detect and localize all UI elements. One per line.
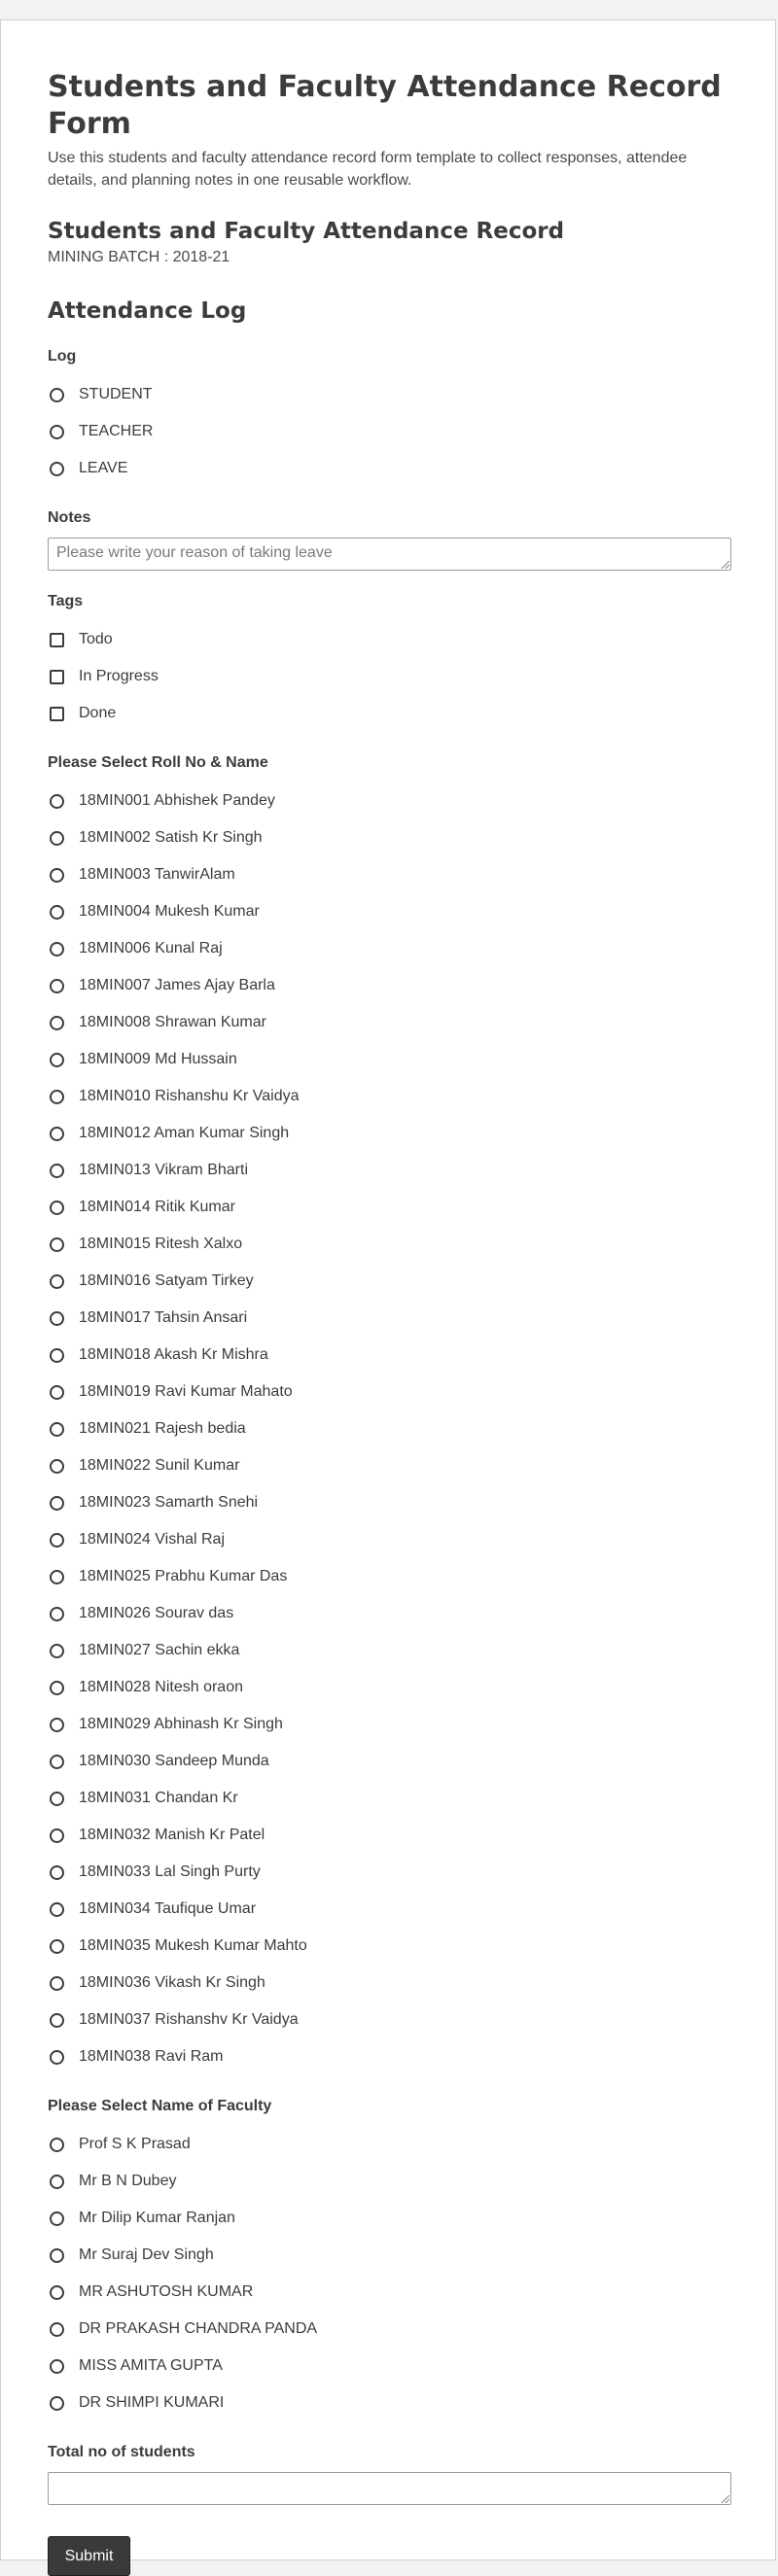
student-option[interactable] xyxy=(48,1004,731,1041)
faculty-option-label: MISS AMITA GUPTA xyxy=(79,2357,223,2374)
student-option[interactable] xyxy=(48,1447,731,1484)
radio-circle-icon[interactable] xyxy=(50,2138,64,2152)
student-option[interactable] xyxy=(48,1078,731,1115)
radio-circle-icon[interactable] xyxy=(50,2050,64,2065)
student-option-label: 18MIN015 Ritesh Xalxo xyxy=(79,1236,243,1252)
radio-circle-icon[interactable] xyxy=(50,1533,64,1548)
checkbox-square-icon[interactable] xyxy=(50,633,64,647)
student-option-label: 18MIN031 Chandan Kr xyxy=(79,1790,238,1806)
faculty-option-label: DR SHIMPI KUMARI xyxy=(79,2394,225,2411)
radio-circle-icon[interactable] xyxy=(50,1127,64,1141)
submit-button[interactable]: Submit xyxy=(48,2536,130,2576)
student-option[interactable] xyxy=(48,1115,731,1152)
radio-circle-icon[interactable] xyxy=(50,1902,64,1917)
log-field-label: Log xyxy=(48,348,77,365)
attendance-log-title: Attendance Log xyxy=(48,298,247,324)
log-option[interactable] xyxy=(48,450,731,487)
log-option-label: LEAVE xyxy=(79,460,128,476)
total-students-textarea[interactable] xyxy=(48,2472,731,2505)
student-option[interactable] xyxy=(48,1669,731,1706)
student-option-label: 18MIN036 Vikash Kr Singh xyxy=(79,1974,265,1991)
radio-circle-icon[interactable] xyxy=(50,1274,64,1289)
radio-circle-icon[interactable] xyxy=(50,1792,64,1806)
radio-circle-icon[interactable] xyxy=(50,1570,64,1584)
student-option[interactable] xyxy=(48,783,731,819)
radio-circle-icon[interactable] xyxy=(50,1459,64,1474)
form-description: Use this students and faculty attendance record form template to collect responses, attendee details, and planning notes in one reusable workflow. xyxy=(48,150,688,189)
student-option-label: 18MIN009 Md Hussain xyxy=(79,1051,237,1067)
student-option-label: 18MIN032 Manish Kr Patel xyxy=(79,1827,265,1843)
students-field-label: Please Select Roll No & Name xyxy=(48,754,268,771)
tag-option-label: In Progress xyxy=(79,668,159,684)
tag-option-label: Todo xyxy=(79,631,113,647)
student-option[interactable] xyxy=(48,1263,731,1300)
student-option-label: 18MIN025 Prabhu Kumar Das xyxy=(79,1568,288,1584)
student-option[interactable] xyxy=(48,930,731,967)
student-option-label: 18MIN030 Sandeep Munda xyxy=(79,1753,269,1769)
log-options xyxy=(48,376,731,487)
student-option[interactable] xyxy=(48,1854,731,1891)
student-option-label: 18MIN034 Taufique Umar xyxy=(79,1900,257,1917)
radio-circle-icon[interactable] xyxy=(50,1016,64,1030)
student-option[interactable] xyxy=(48,1706,731,1743)
student-option[interactable] xyxy=(48,1226,731,1263)
tag-option-label: Done xyxy=(79,705,117,721)
log-option[interactable] xyxy=(48,413,731,450)
student-option-label: 18MIN002 Satish Kr Singh xyxy=(79,829,263,846)
radio-circle-icon[interactable] xyxy=(50,1681,64,1695)
radio-circle-icon[interactable] xyxy=(50,1311,64,1326)
student-option-label: 18MIN010 Rishanshu Kr Vaidya xyxy=(79,1088,300,1104)
radio-circle-icon[interactable] xyxy=(50,868,64,883)
radio-circle-icon[interactable] xyxy=(50,942,64,957)
radio-circle-icon[interactable] xyxy=(50,1053,64,1067)
radio-circle-icon[interactable] xyxy=(50,462,64,476)
student-option-label: 18MIN022 Sunil Kumar xyxy=(79,1457,240,1474)
student-option-label: 18MIN038 Ravi Ram xyxy=(79,2048,224,2065)
faculty-option[interactable] xyxy=(48,2163,731,2200)
faculty-option-label: Mr Dilip Kumar Ranjan xyxy=(79,2210,235,2226)
student-option[interactable] xyxy=(48,2038,731,2075)
radio-circle-icon[interactable] xyxy=(50,2175,64,2189)
radio-circle-icon[interactable] xyxy=(50,831,64,846)
tags-field-label: Tags xyxy=(48,593,84,609)
student-option[interactable] xyxy=(48,1743,731,1780)
radio-circle-icon[interactable] xyxy=(50,1422,64,1437)
radio-circle-icon[interactable] xyxy=(50,1237,64,1252)
radio-circle-icon[interactable] xyxy=(50,1865,64,1880)
student-option[interactable] xyxy=(48,1928,731,1965)
student-option[interactable] xyxy=(48,819,731,856)
total-students-input-wrapper xyxy=(48,2472,731,2505)
student-option-label: 18MIN023 Samarth Snehi xyxy=(79,1494,259,1511)
student-option[interactable] xyxy=(48,1780,731,1817)
attendance-form xyxy=(48,69,731,2576)
student-option-label: 18MIN026 Sourav das xyxy=(79,1605,234,1621)
radio-circle-icon[interactable] xyxy=(50,2322,64,2337)
faculty-option[interactable] xyxy=(48,2348,731,2385)
radio-circle-icon[interactable] xyxy=(50,425,64,439)
radio-circle-icon[interactable] xyxy=(50,2013,64,2028)
radio-circle-icon[interactable] xyxy=(50,2211,64,2226)
student-option[interactable] xyxy=(48,856,731,893)
radio-circle-icon[interactable] xyxy=(50,2359,64,2374)
student-option-label: 18MIN037 Rishanshv Kr Vaidya xyxy=(79,2011,299,2028)
faculty-option[interactable] xyxy=(48,2385,731,2421)
radio-circle-icon[interactable] xyxy=(50,1164,64,1178)
student-option[interactable] xyxy=(48,1817,731,1854)
radio-circle-icon[interactable] xyxy=(50,1828,64,1843)
log-option-label: STUDENT xyxy=(79,386,153,402)
student-option[interactable] xyxy=(48,1632,731,1669)
radio-circle-icon[interactable] xyxy=(50,1348,64,1363)
student-option[interactable] xyxy=(48,893,731,930)
faculty-option[interactable] xyxy=(48,2237,731,2274)
notes-textarea[interactable] xyxy=(48,538,731,571)
notes-field-label: Notes xyxy=(48,509,91,526)
faculty-option-label: Mr B N Dubey xyxy=(79,2173,177,2189)
record-section-title: Students and Faculty Attendance Record xyxy=(48,219,565,244)
student-option-label: 18MIN001 Abhishek Pandey xyxy=(79,792,275,809)
tags-options xyxy=(48,621,731,732)
student-option-label: 18MIN003 TanwirAlam xyxy=(79,866,235,883)
radio-circle-icon[interactable] xyxy=(50,1607,64,1621)
radio-circle-icon[interactable] xyxy=(50,1718,64,1732)
radio-circle-icon[interactable] xyxy=(50,1939,64,1954)
student-option-label: 18MIN035 Mukesh Kumar Mahto xyxy=(79,1937,307,1954)
radio-circle-icon[interactable] xyxy=(50,1755,64,1769)
student-option[interactable] xyxy=(48,1558,731,1595)
student-option-label: 18MIN033 Lal Singh Purty xyxy=(79,1863,261,1880)
tag-option[interactable] xyxy=(48,658,731,695)
faculty-option[interactable] xyxy=(48,2311,731,2348)
student-option-label: 18MIN019 Ravi Kumar Mahato xyxy=(79,1383,293,1400)
radio-circle-icon[interactable] xyxy=(50,2248,64,2263)
radio-circle-icon[interactable] xyxy=(50,1385,64,1400)
student-option[interactable] xyxy=(48,1189,731,1226)
log-option-label: TEACHER xyxy=(79,423,154,439)
student-option-label: 18MIN006 Kunal Raj xyxy=(79,940,223,957)
faculty-field-label: Please Select Name of Faculty xyxy=(48,2098,272,2114)
radio-circle-icon[interactable] xyxy=(50,2396,64,2411)
student-option-label: 18MIN018 Akash Kr Mishra xyxy=(79,1346,268,1363)
form-page xyxy=(0,19,776,2564)
student-option[interactable] xyxy=(48,2002,731,2038)
faculty-option[interactable] xyxy=(48,2200,731,2237)
student-option-label: 18MIN021 Rajesh bedia xyxy=(79,1420,246,1437)
student-option-label: 18MIN024 Vishal Raj xyxy=(79,1531,226,1548)
radio-circle-icon[interactable] xyxy=(50,794,64,809)
radio-circle-icon[interactable] xyxy=(50,1496,64,1511)
checkbox-square-icon[interactable] xyxy=(50,707,64,721)
faculty-option-label: MR ASHUTOSH KUMAR xyxy=(79,2283,254,2300)
student-option[interactable] xyxy=(48,1337,731,1374)
batch-subtitle: MINING BATCH : 2018-21 xyxy=(48,249,230,265)
radio-circle-icon[interactable] xyxy=(50,1644,64,1658)
radio-circle-icon[interactable] xyxy=(50,2285,64,2300)
student-option-label: 18MIN014 Ritik Kumar xyxy=(79,1199,235,1215)
student-option-label: 18MIN007 James Ajay Barla xyxy=(79,977,275,993)
log-option[interactable] xyxy=(48,376,731,413)
student-option-label: 18MIN012 Aman Kumar Singh xyxy=(79,1125,290,1141)
student-option[interactable] xyxy=(48,1891,731,1928)
student-option[interactable] xyxy=(48,1041,731,1078)
student-option[interactable] xyxy=(48,1374,731,1410)
faculty-option[interactable] xyxy=(48,2274,731,2311)
faculty-options xyxy=(48,2126,731,2421)
student-option[interactable] xyxy=(48,1521,731,1558)
faculty-option-label: Mr Suraj Dev Singh xyxy=(79,2246,214,2263)
tag-option[interactable] xyxy=(48,621,731,658)
faculty-option-label: Prof S K Prasad xyxy=(79,2136,191,2152)
total-students-label: Total no of students xyxy=(48,2444,195,2460)
student-option-label: 18MIN008 Shrawan Kumar xyxy=(79,1014,266,1030)
radio-circle-icon[interactable] xyxy=(50,1976,64,1991)
tag-option[interactable] xyxy=(48,695,731,732)
radio-circle-icon[interactable] xyxy=(50,1090,64,1104)
radio-circle-icon[interactable] xyxy=(50,1201,64,1215)
student-option[interactable] xyxy=(48,967,731,1004)
student-option-label: 18MIN027 Sachin ekka xyxy=(79,1642,240,1658)
student-option[interactable] xyxy=(48,1152,731,1189)
student-option-label: 18MIN013 Vikram Bharti xyxy=(79,1162,248,1178)
student-option-label: 18MIN028 Nitesh oraon xyxy=(79,1679,243,1695)
radio-circle-icon[interactable] xyxy=(50,979,64,993)
student-option-label: 18MIN016 Satyam Tirkey xyxy=(79,1272,254,1289)
faculty-option-label: DR PRAKASH CHANDRA PANDA xyxy=(79,2320,318,2337)
student-option[interactable] xyxy=(48,1484,731,1521)
notes-input-wrapper xyxy=(48,538,731,571)
student-options xyxy=(48,783,731,2075)
student-option[interactable] xyxy=(48,1300,731,1337)
student-option-label: 18MIN017 Tahsin Ansari xyxy=(79,1309,248,1326)
form-title: Students and Faculty Attendance Record Form xyxy=(48,70,722,141)
student-option[interactable] xyxy=(48,1595,731,1632)
radio-circle-icon[interactable] xyxy=(50,905,64,920)
student-option[interactable] xyxy=(48,1965,731,2002)
checkbox-square-icon[interactable] xyxy=(50,670,64,684)
radio-circle-icon[interactable] xyxy=(50,388,64,402)
student-option-label: 18MIN029 Abhinash Kr Singh xyxy=(79,1716,283,1732)
student-option[interactable] xyxy=(48,1410,731,1447)
student-option-label: 18MIN004 Mukesh Kumar xyxy=(79,903,260,920)
faculty-option[interactable] xyxy=(48,2126,731,2163)
